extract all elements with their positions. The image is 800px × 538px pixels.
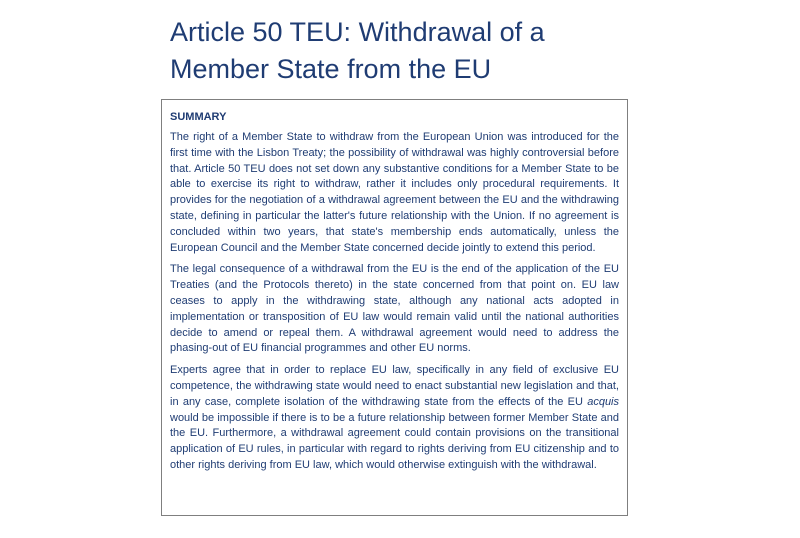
summary-paragraph-3-text-start: Experts agree that in order to replace EU law, specifically in any field of exclusive EU competence, the withdrawing state would need to enact substantial new legislation and that, in any case, complete isolation of the withdrawing state from the effects of the EU: [170, 364, 619, 408]
summary-paragraph-3: [170, 363, 619, 474]
summary-paragraph-1: The right of a Member State to withdraw from the European Union was introduced for the first time with the Lisbon Treaty; the possibility of withdrawal was highly controversial before that. Article 50 TEU does not set down any substantive conditions for a Member State to be able to exercise its right to withdraw, rather it includes only procedural requirements. It provides for the negotiation of a withdrawal agreement between the EU and the withdrawing state, defining in particular the latter's future relationship with the Union. If no agreement is concluded within two years, that state's membership ends automatically, unless the European Council and the Member State concerned decide jointly to extend this period.: [170, 131, 619, 254]
summary-paragraph-3-text-end: would be impossible if there is to be a future relationship between former Member State and the EU. Furthermore, a withdrawal agreement could contain provisions on the transitional application of EU rules, in particular with regard to rights deriving from EU citizenship and to other rights deriving from EU law, which would otherwise extinguish with the withdrawal.: [170, 411, 619, 471]
summary-paragraph-2: The legal consequence of a withdrawal from the EU is the end of the application of the EU Treaties (and the Protocols thereto) in the state concerned from that point on. EU law ceases to apply in the withdrawing state, although any national acts adopted in implementation or transposition of EU law would remain valid until the national authorities decide to amend or repeal them. A withdrawal agreement would need to address the phasing-out of EU financial programmes and other EU norms.: [170, 263, 619, 355]
summary-box: [161, 99, 628, 516]
page-title: Article 50 TEU: Withdrawal of a Member State from the EU: [170, 17, 545, 84]
acquis-emphasis: acquis: [587, 395, 619, 408]
summary-heading: SUMMARY: [170, 111, 227, 123]
